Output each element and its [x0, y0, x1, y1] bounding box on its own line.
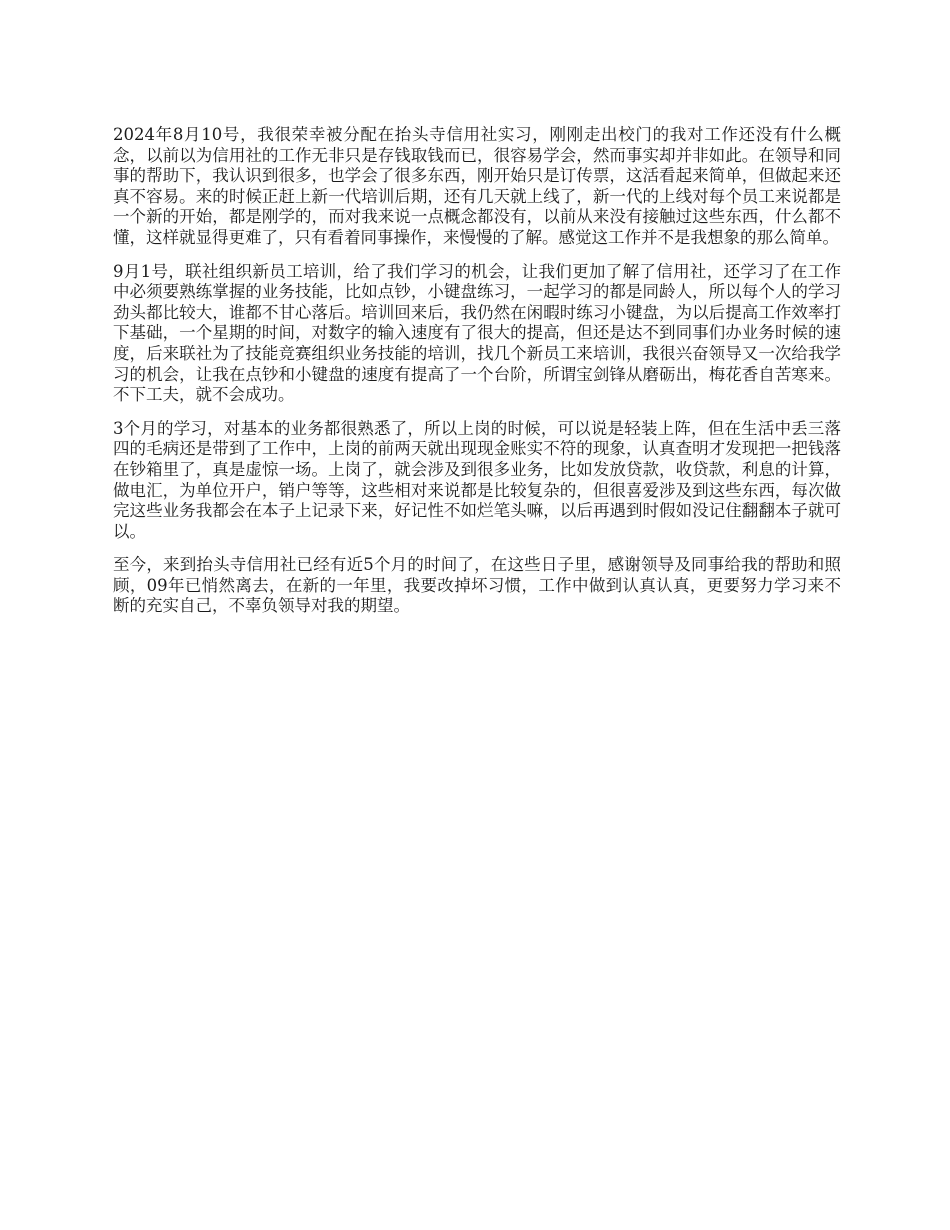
paragraph-2: 9月1号，联社组织新员工培训，给了我们学习的机会，让我们更加了解了信用社，还学习了在工作中必须要熟练掌握的业务技能，比如点钞，小键盘练习，一起学习的都是同龄人，所以每个人的学习劲头都比较大，谁都不甘心落后。培训回来后，我仍然在闲暇时练习小键盘，为以后提高工作效率打下基础，一个星期的时间，对数字的输入速度有了很大的提高，但还是达不到同事们办业务时候的速度，后来联社为了技能竞赛组织业务技能的培训，找几个新员工来培训，我很兴奋领导又一次给我学习的机会，让我在点钞和小键盘的速度有提高了一个台阶，所谓宝剑锋从磨砺出，梅花香自苦寒来。不下工夫，就不会成功。 — [113, 261, 841, 405]
paragraph-4: 至今，来到抬头寺信用社已经有近5个月的时间了，在这些日子里，感谢领导及同事给我的帮助和照顾，09年已悄然离去，在新的一年里，我要改掉坏习惯，工作中做到认真认真，更要努力学习来不断的充实自己，不辜负领导对我的期望。 — [113, 555, 841, 616]
paragraph-1: 2024年8月10号，我很荣幸被分配在抬头寺信用社实习，刚刚走出校门的我对工作还没有什么概念，以前以为信用社的工作无非只是存钱取钱而已，很容易学会，然而事实却并非如此。在领导和同事的帮助下，我认识到很多，也学会了很多东西，刚开始只是订传票，这活看起来简单，但做起来还真不容易。来的时候正赶上新一代培训后期，还有几天就上线了，新一代的上线对每个员工来说都是一个新的开始，都是刚学的，而对我来说一点概念都没有，以前从来没有接触过这些东西，什么都不懂，这样就显得更难了，只有看着同事操作，来慢慢的了解。感觉这工作并不是我想象的那么简单。 — [113, 125, 841, 247]
paragraph-3: 3个月的学习，对基本的业务都很熟悉了，所以上岗的时候，可以说是轻装上阵，但在生活中丢三落四的毛病还是带到了工作中，上岗的前两天就出现现金账实不符的现象，认真查明才发现把一把钱落在钞箱里了，真是虚惊一场。上岗了，就会涉及到很多业务，比如发放贷款，收贷款，利息的计算，做电汇，为单位开户，销户等等，这些相对来说都是比较复杂的，但很喜爱涉及到这些东西，每次做完这些业务我都会在本子上记录下来，好记性不如烂笔头嘛，以后再遇到时假如没记住翻翻本子就可以。 — [113, 418, 841, 541]
document-body — [113, 125, 841, 630]
